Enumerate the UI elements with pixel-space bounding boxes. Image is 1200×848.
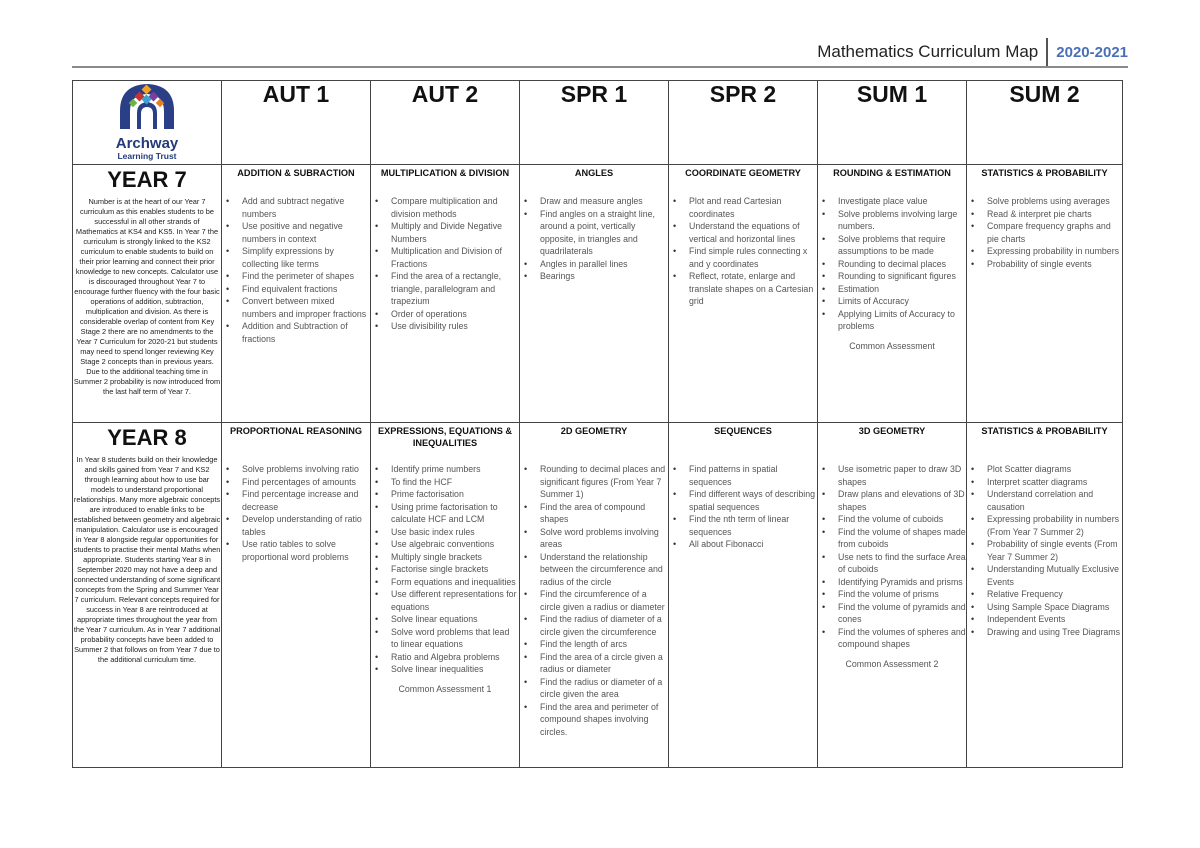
list-item: • Identify prime numbers <box>371 463 519 476</box>
list-item: • Prime factorisation <box>371 488 519 501</box>
list-item: • Find equivalent fractions <box>222 283 370 296</box>
year7-sum2-cell <box>967 165 1123 423</box>
list-item: • Convert between mixed numbers and improper fractions <box>222 295 370 320</box>
list-item: • Solve problems that require assumptions to be made <box>818 233 966 258</box>
list-item: • Rounding to decimal places and significant figures (From Year 7 Summer 1) <box>520 463 668 501</box>
year8-row <box>73 423 1123 768</box>
list-item: • Probability of single events (From Year 7 Summer 2) <box>967 538 1122 563</box>
list-item: • Solve linear inequalities <box>371 663 519 676</box>
topic-list <box>371 195 519 333</box>
list-item: • Rounding to significant figures <box>818 270 966 283</box>
list-item: • Ratio and Algebra problems <box>371 651 519 664</box>
list-item: • Plot and read Cartesian coordinates <box>669 195 817 220</box>
topic-title: 2D GEOMETRY <box>560 426 628 436</box>
list-item: • Solve word problems involving areas <box>520 526 668 551</box>
topic-list <box>818 195 966 333</box>
list-item: • Multiply single brackets <box>371 551 519 564</box>
list-item: • Find the volume of shapes made from cuboids <box>818 526 966 551</box>
year8-description: In Year 8 students build on their knowledge and skills gained from Year 7 and KS2 through learning about how to use bar models to understand proportional relationships. Many more algebraic concepts are introduced to enable links to be established between geometry and algebraic manipulation. Calculator use is encouraged in Year 8 alongside regular opportunities for students to practise their mental Maths when appropriate. Students starting Year 8 in September 2020 may not have a deep and connected understanding of some significant concepts from the Spring and Summer Year 7 curriculum. Relevant concepts required for success in Year 8 are reintroduced at appropriate times throughout the year from the Year 7 curriculum. As in Year 7 additional probability concepts have been added to Summer 2 that follows on from Year 7 due to the additional curriculum time. <box>73 455 221 664</box>
logo-subname: Learning Trust <box>117 151 177 161</box>
topic-title: 3D GEOMETRY <box>858 426 926 436</box>
list-item: • Solve word problems that lead to linear equations <box>371 626 519 651</box>
term-header-row <box>73 81 1123 165</box>
list-item: • Find the volume of cuboids <box>818 513 966 526</box>
year8-spr1-cell <box>520 423 669 768</box>
list-item: • Estimation <box>818 283 966 296</box>
list-item: • Find percentages of amounts <box>222 476 370 489</box>
list-item: • Multiply and Divide Negative Numbers <box>371 220 519 245</box>
topic-title: STATISTICS & PROBABILITY <box>981 426 1108 436</box>
list-item: • Solve linear equations <box>371 613 519 626</box>
list-item: • Compare multiplication and division methods <box>371 195 519 220</box>
list-item: • Applying Limits of Accuracy to problems <box>818 308 966 333</box>
list-item: • Rounding to decimal places <box>818 258 966 271</box>
topic-title: STATISTICS & PROBABILITY <box>981 168 1108 178</box>
list-item: • Compare frequency graphs and pie charts <box>967 220 1122 245</box>
term-spr2: SPR 2 <box>669 81 818 165</box>
topic-list <box>520 463 668 738</box>
topic-title: COORDINATE GEOMETRY <box>685 168 801 178</box>
list-item: • Using prime factorisation to calculate HCF and LCM <box>371 501 519 526</box>
year8-sum1-cell <box>818 423 967 768</box>
list-item: • Find the area of a circle given a radius or diameter <box>520 651 668 676</box>
topic-list <box>669 195 817 308</box>
list-item: • Find the volume of prisms <box>818 588 966 601</box>
year7-aut1-cell <box>222 165 371 423</box>
list-item: • To find the HCF <box>371 476 519 489</box>
list-item: • Use divisibility rules <box>371 320 519 333</box>
archway-logo <box>73 81 221 161</box>
list-item: • Drawing and using Tree Diagrams <box>967 626 1122 639</box>
academic-year: 2020-2021 <box>1056 43 1128 61</box>
list-item: • Draw and measure angles <box>520 195 668 208</box>
topic-list <box>669 463 817 551</box>
list-item: • Interpret scatter diagrams <box>967 476 1122 489</box>
list-item: • Find the area of a rectangle, triangle, parallelogram and trapezium <box>371 270 519 308</box>
topic-title: ANGLES <box>574 168 614 178</box>
year7-title: YEAR 7 <box>107 167 187 192</box>
list-item: • Use ratio tables to solve proportional word problems <box>222 538 370 563</box>
year8-aut2-cell <box>371 423 520 768</box>
topic-list <box>967 463 1122 638</box>
list-item: • Solve problems involving ratio <box>222 463 370 476</box>
list-item: • Use basic index rules <box>371 526 519 539</box>
term-aut1: AUT 1 <box>222 81 371 165</box>
list-item: • Understand the relationship between the circumference and radius of the circle <box>520 551 668 589</box>
assessment-note: Common Assessment <box>849 340 935 351</box>
list-item: • Understanding Mutually Exclusive Events <box>967 563 1122 588</box>
list-item: • Expressing probability in numbers <box>967 245 1122 258</box>
list-item: • Use isometric paper to draw 3D shapes <box>818 463 966 488</box>
list-item: • Relative Frequency <box>967 588 1122 601</box>
list-item: • Use nets to find the surface Area of cuboids <box>818 551 966 576</box>
list-item: • Using Sample Space Diagrams <box>967 601 1122 614</box>
list-item: • Probability of single events <box>967 258 1122 271</box>
list-item: • Understand the equations of vertical and horizontal lines <box>669 220 817 245</box>
year8-summary <box>73 423 222 768</box>
list-item: • Draw plans and elevations of 3D shapes <box>818 488 966 513</box>
list-item: • Find the circumference of a circle given a radius or diameter <box>520 588 668 613</box>
list-item: • Order of operations <box>371 308 519 321</box>
list-item: • Find the volume of pyramids and cones <box>818 601 966 626</box>
list-item: • Find the perimeter of shapes <box>222 270 370 283</box>
header-rule <box>72 66 1128 68</box>
year8-aut1-cell <box>222 423 371 768</box>
list-item: • Find the area and perimeter of compound shapes involving circles. <box>520 701 668 739</box>
year8-spr2-cell <box>669 423 818 768</box>
year8-sum2-cell <box>967 423 1123 768</box>
term-spr1: SPR 1 <box>520 81 669 165</box>
list-item: • Understand correlation and causation <box>967 488 1122 513</box>
topic-list <box>222 195 370 345</box>
topic-list <box>371 463 519 676</box>
list-item: • Find the area of compound shapes <box>520 501 668 526</box>
topic-title: EXPRESSIONS, EQUATIONS & INEQUALITIES <box>377 426 513 448</box>
year7-spr2-cell <box>669 165 818 423</box>
list-item: • Find percentage increase and decrease <box>222 488 370 513</box>
list-item: • Find simple rules connecting x and y coordinates <box>669 245 817 270</box>
topic-title: PROPORTIONAL REASONING <box>229 426 363 436</box>
list-item: • Reflect, rotate, enlarge and translate shapes on a Cartesian grid <box>669 270 817 308</box>
list-item: • Add and subtract negative numbers <box>222 195 370 220</box>
list-item: • Investigate place value <box>818 195 966 208</box>
list-item: • Find the radius or diameter of a circle given the area <box>520 676 668 701</box>
year7-summary <box>73 165 222 423</box>
topic-title: ADDITION & SUBRACTION <box>237 168 355 178</box>
year7-aut2-cell <box>371 165 520 423</box>
list-item: • Find the radius of diameter of a circle given the circumference <box>520 613 668 638</box>
list-item: • Develop understanding of ratio tables <box>222 513 370 538</box>
topic-list <box>818 463 966 651</box>
list-item: • Multiplication and Division of Fractions <box>371 245 519 270</box>
year7-row <box>73 165 1123 423</box>
year8-title: YEAR 8 <box>107 425 187 450</box>
list-item: • Find angles on a straight line, around a point, vertically opposite, in triangles and quadrilaterals <box>520 208 668 258</box>
list-item: • Independent Events <box>967 613 1122 626</box>
term-aut2: AUT 2 <box>371 81 520 165</box>
list-item: • All about Fibonacci <box>669 538 817 551</box>
page-header <box>72 38 1128 66</box>
topic-list <box>967 195 1122 270</box>
list-item: • Bearings <box>520 270 668 283</box>
list-item: • Use algebraic conventions <box>371 538 519 551</box>
list-item: • Form equations and inequalities <box>371 576 519 589</box>
list-item: • Angles in parallel lines <box>520 258 668 271</box>
list-item: • Plot Scatter diagrams <box>967 463 1122 476</box>
list-item: • Find the nth term of linear sequences <box>669 513 817 538</box>
term-sum1: SUM 1 <box>818 81 967 165</box>
list-item: • Read & interpret pie charts <box>967 208 1122 221</box>
list-item: • Addition and Subtraction of fractions <box>222 320 370 345</box>
list-item: • Identifying Pyramids and prisms <box>818 576 966 589</box>
logo-name: Archway <box>115 135 179 152</box>
list-item: • Limits of Accuracy <box>818 295 966 308</box>
topic-title: SEQUENCES <box>714 426 772 436</box>
list-item: • Find patterns in spatial sequences <box>669 463 817 488</box>
list-item: • Find the volumes of spheres and compound shapes <box>818 626 966 651</box>
list-item: • Find the length of arcs <box>520 638 668 651</box>
list-item: • Solve problems involving large numbers. <box>818 208 966 233</box>
year7-sum1-cell <box>818 165 967 423</box>
year7-description: Number is at the heart of our Year 7 curriculum as this enables students to be successful in all other strands of Mathematics at KS4 and KS5. In Year 7 the curriculum is strongly linked to the KS2 curriculum to enable students to build on their prior learning and connect their prior knowledge to new concepts. Calculator use is discouraged throughout Year 7 to encourage further fluency with the four basic operations of addition, subtraction, multiplication and division. As there is considerable overlap of content from Key Stage 2 there are no amendments to the Year 7 Curriculum for 2020-21 but students may need to spend longer reviewing Key Stage 2 concepts than in previous years. Due to the additional teaching time in Summer 2 probability is now introduced from the last half term of Year 7. <box>73 197 221 396</box>
list-item: • Use positive and negative numbers in context <box>222 220 370 245</box>
assessment-note: Common Assessment 1 <box>398 683 492 694</box>
document-title: Mathematics Curriculum Map <box>817 42 1039 61</box>
list-item: • Simplify expressions by collecting like terms <box>222 245 370 270</box>
year7-spr1-cell <box>520 165 669 423</box>
curriculum-table <box>72 80 1123 768</box>
list-item: • Expressing probability in numbers (From Year 7 Summer 2) <box>967 513 1122 538</box>
topic-list <box>520 195 668 283</box>
list-item: • Factorise single brackets <box>371 563 519 576</box>
list-item: • Find different ways of describing spatial sequences <box>669 488 817 513</box>
archway-logo-icon <box>116 81 178 131</box>
assessment-note: Common Assessment 2 <box>845 658 939 669</box>
term-sum2: SUM 2 <box>967 81 1123 165</box>
topic-list <box>222 463 370 563</box>
topic-title: ROUNDING & ESTIMATION <box>833 168 951 178</box>
topic-title: MULTIPLICATION & DIVISION <box>380 168 510 178</box>
list-item: • Use different representations for equations <box>371 588 519 613</box>
list-item: • Solve problems using averages <box>967 195 1122 208</box>
logo-cell <box>73 81 222 165</box>
